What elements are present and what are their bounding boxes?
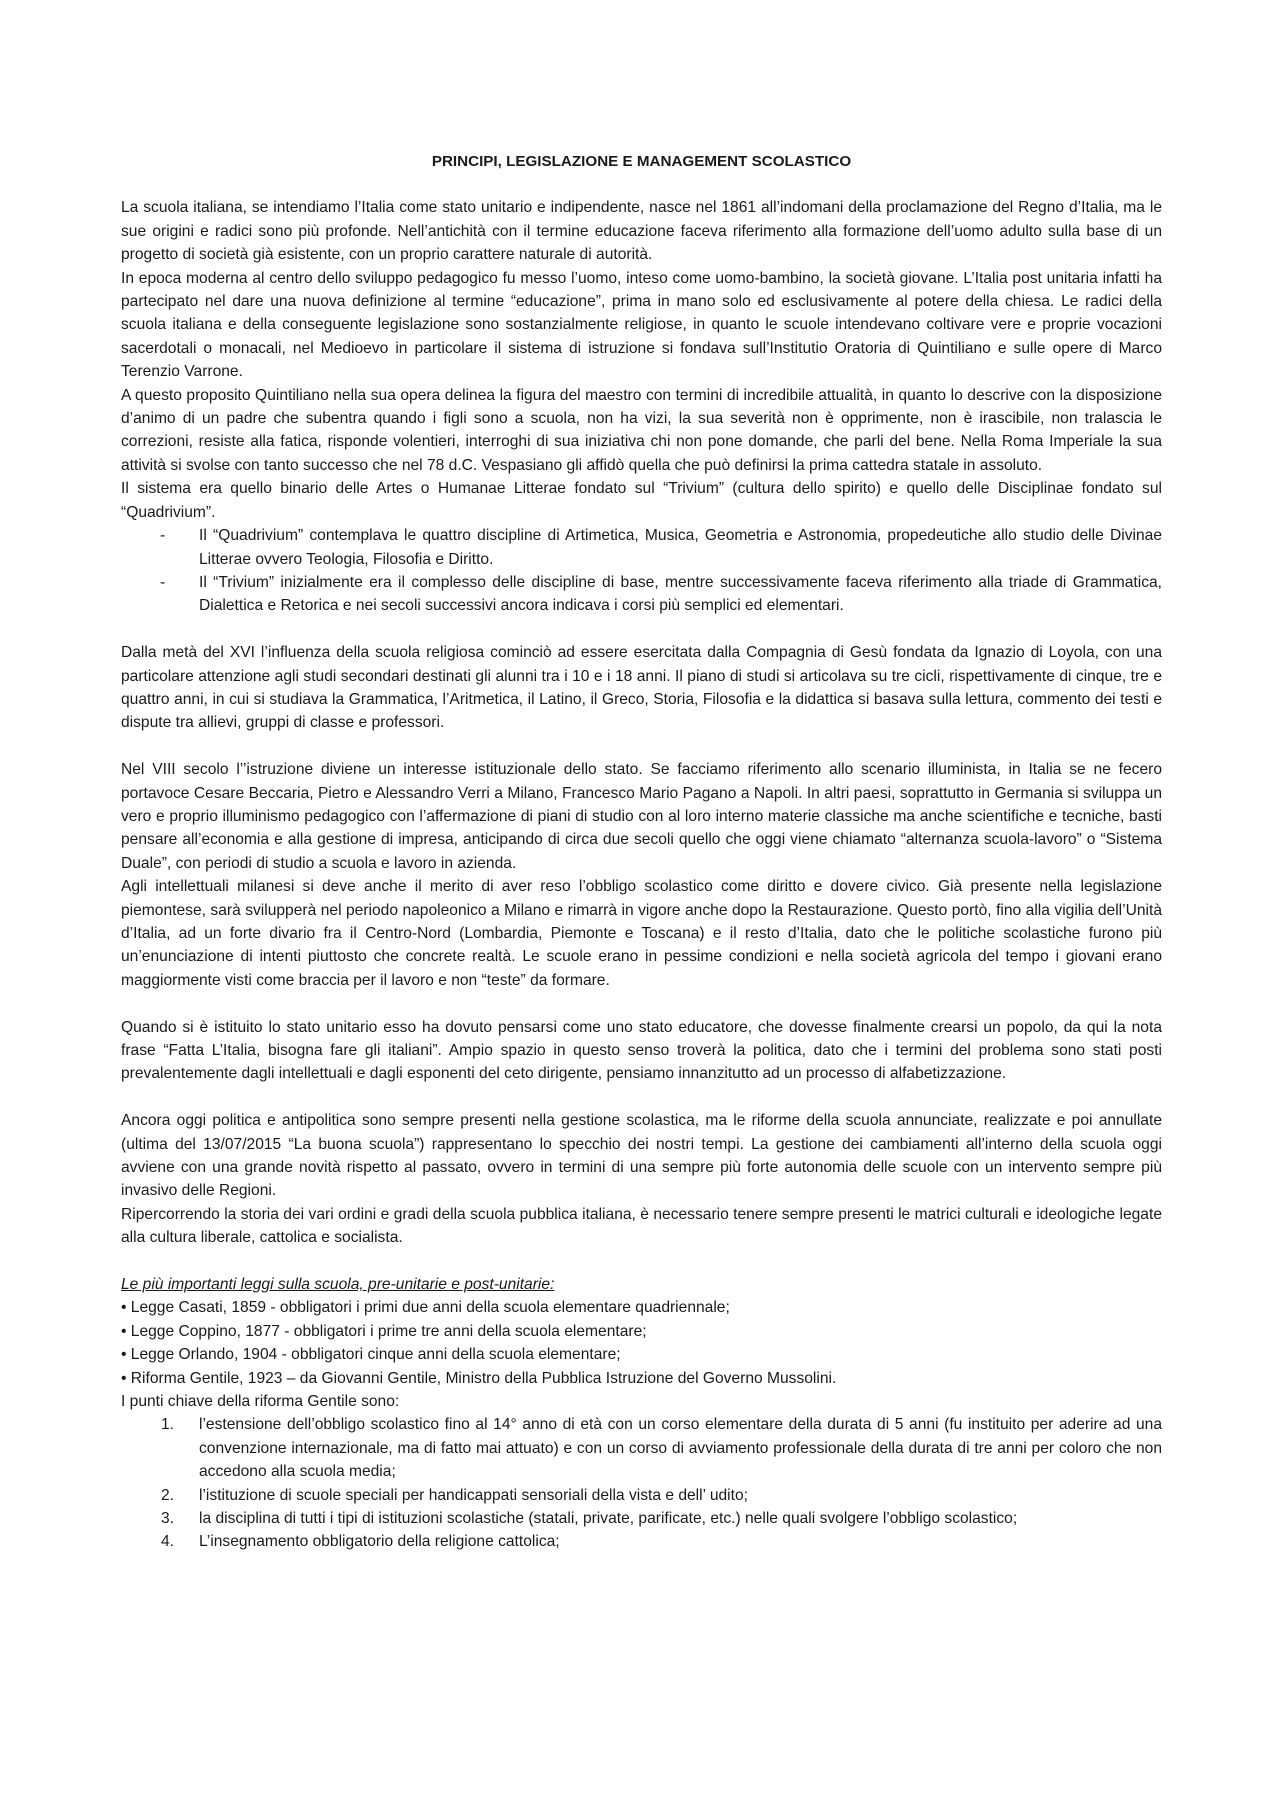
paragraph: Nel VIII secolo l’’istruzione diviene un interesse istituzionale dello stato. Se facciamo riferimento allo scenario illuminista, in Italia se ne fecero portavoce Cesare Beccaria, Pietro e Alessandro Verri a Milano, Francesco Mario Pagano a Napoli. In altri paesi, soprattutto in Germania si sviluppa un vero e proprio illuminismo pedagogico con l’affermazione di piani di studio con al loro interno materie classiche ma anche scientifiche e tecniche, basti pensare all’economia e alla gestione di impresa, anticipando di circa due secoli quello che oggi viene chiamato “alternanza scuola-lavoro” o “Sistema Duale”, con periodi di studio a scuola e lavoro in azienda. (121, 761, 1162, 872)
paragraph: Dalla metà del XVI l’influenza della scuola religiosa cominciò ad essere esercitata dalla Compagnia di Gesù fondata da Ignazio di Loyola, con una particolare attenzione agli studi secondari destinati gli alunni tra i 10 e i 18 anni. Il piano di studi si articolava su tre cicli, rispettivamente di cinque, tre e quattro anni, in cui si studiava la Grammatica, l’Aritmetica, il Latino, il Greco, Storia, Filosofia e la didattica si basava sulla lettura, commento dei testi e dispute tra allievi, gruppi di classe e professori. (121, 644, 1162, 732)
key-point-item (161, 1484, 1162, 1507)
key-point-text: la disciplina di tutti i tipi di istituzioni scolastiche (statali, private, parificate, etc.) nelle quali svolgere l’obbligo scolastico; (199, 1510, 1018, 1528)
key-point-text: L’insegnamento obbligatorio della religione cattolica; (199, 1533, 560, 1551)
paragraph: Ripercorrendo la storia dei vari ordini e gradi della scuola pubblica italiana, è necessario tenere sempre presenti le matrici culturali e ideologiche legate alla cultura liberale, cattolica e socialista. (121, 1205, 1162, 1247)
dash-list (121, 524, 1162, 618)
law-item: • Legge Coppino, 1877 - obbligatori i prime tre anni della scuola elementare; (121, 1322, 647, 1340)
paragraph: In epoca moderna al centro dello sviluppo pedagogico fu messo l’uomo, inteso come uomo-bambino, la società giovane. L’Italia post unitaria infatti ha partecipato nel dare una nuova definizione al termine “educazione”, prima in mano solo ed esclusivamente al potere della chiesa. Le radici della scuola italiana e della conseguente legislazione sono sostanzialmente religiose, in quanto le scuole intendevano coltivare vere e proprie vocazioni sacerdotali o monacali, nel Medioevo in particolare il sistema di istruzione si fondava sull’Institutio Oratoria di Quintiliano e sulle opere di Marco Terenzio Varrone. (121, 269, 1162, 381)
laws-heading: Le più importanti leggi sulla scuola, pre-unitarie e post-unitarie: (121, 1276, 555, 1294)
list-number: 1. (161, 1416, 175, 1434)
dash-list-item: - Il “Trivium” inizialmente era il complesso delle discipline di base, mentre successivamente faceva riferimento alla triade di Grammatica, Dialettica e Retorica e nei secoli successivi ancora indicava i corsi più semplici ed elementari. (199, 571, 1162, 618)
key-point-item (161, 1413, 1162, 1483)
page-title: PRINCIPI, LEGISLAZIONE E MANAGEMENT SCOLASTICO (431, 153, 852, 170)
law-item: • Legge Orlando, 1904 - obbligatori cinque anni della scuola elementare; (121, 1346, 621, 1364)
key-point-item (161, 1507, 1162, 1530)
paragraph: A questo proposito Quintiliano nella sua opera delinea la figura del maestro con termini di incredibile attualità, in quanto lo descrive con la disposizione d’animo di un padre che subentra quando i figli sono a scuola, non ha vizi, la sua severità non è opprimente, non è irascibile, non tralascia le correzioni, resiste alla fatica, risponde volentieri, interroghi di sua iniziativa chi non pone domande, che parli del bene. Nella Roma Imperiale la sua attività si svolse con tanto successo che nel 78 d.C. Vespasiano gli affidò quella che può definirsi la prima cattedra statale in assoluto. (121, 386, 1162, 474)
law-item: • Riforma Gentile, 1923 – da Giovanni Gentile, Ministro della Pubblica Istruzione del Governo Mussolini. (121, 1369, 837, 1387)
key-point-item (161, 1530, 1162, 1553)
paragraph: Agli intellettuali milanesi si deve anche il merito di aver reso l’obbligo scolastico come diritto e dovere civico. Già presente nella legislazione piemontese, sarà svilupperà nel periodo napoleonico a Milano e rimarrà in vigore anche dopo la Restaurazione. Questo portò, fino alla vigilia dell’Unità d’Italia, ad un forte divario fra il Centro-Nord (Lombardia, Piemonte e Toscana) e il resto d’Italia, dato che le politiche scolastiche furono più un’enunciazione di intenti piuttosto che concrete realtà. Le scuole erano in pessime condizioni e nella società agricola del tempo i giovani erano maggiormente visti come braccia per il lavoro e non “teste” da formare. (121, 878, 1162, 989)
list-number: 4. (161, 1533, 175, 1551)
paragraph: La scuola italiana, se intendiamo l’Italia come stato unitario e indipendente, nasce nel 1861 all’indomani della proclamazione del Regno d’Italia, ma le sue origini e radici sono più profonde. Nell’antichità con il termine educazione faceva riferimento alla formazione dell’uomo adulto sulla base di un progetto di società già esistente, con un proprio carattere naturale di autorità. (121, 199, 1162, 264)
key-points-list (121, 1413, 1162, 1553)
key-point-text: l’estensione dell’obbligo scolastico fino al 14° anno di età con un corso elementare della durata di 5 anni (fu instituito per aderire ad una convenzione internazionale, ma di fatto mai attuato) e con un corso di avviamento professionale della durata di tre anni per coloro che non accedono alla scuola media; (199, 1416, 1162, 1481)
list-number: 2. (161, 1486, 175, 1504)
law-item: • Legge Casati, 1859 - obbligatori i primi due anni della scuola elementare quadriennale; (121, 1299, 730, 1317)
paragraph: Il sistema era quello binario delle Artes o Humanae Litterae fondato sul “Trivium” (cultura dello spirito) e quello delle Disciplinae fondato sul “Quadrivium”. (121, 480, 1162, 521)
key-point-text: l’istituzione di scuole speciali per handicappati sensoriali della vista e dell’ udito; (199, 1486, 748, 1504)
paragraph: Ancora oggi politica e antipolitica sono sempre presenti nella gestione scolastica, ma le riforme della scuola annunciate, realizzate e poi annullate (ultima del 13/07/2015 “La buona scuola”) rappresentano lo specchio dei nostri tempi. La gestione dei cambiamenti all’interno della scuola oggi avviene con una grande novità rispetto al passato, ovvero in termini di una sempre più forte autonomia delle scuole con un intervento sempre più invasivo delle Regioni. (121, 1112, 1162, 1200)
key-points-intro: I punti chiave della riforma Gentile sono: (121, 1393, 400, 1411)
dash-list-item: - Il “Quadrivium” contemplava le quattro discipline di Artimetica, Musica, Geometria e Astronomia, propedeutiche allo studio delle Divinae Litterae ovvero Teologia, Filosofia e Diritto. (199, 524, 1162, 571)
document-page (121, 150, 1162, 1554)
paragraph: Quando si è istituito lo stato unitario esso ha dovuto pensarsi come uno stato educatore, che dovesse finalmente crearsi un popolo, da qui la nota frase “Fatta L’Italia, bisogna fare gli italiani”. Ampio spazio in questo senso troverà la politica, dato che i termini del problema sono stati posti prevalentemente dagli intellettuali e dagli esponenti del ceto dirigente, pensiamo innanzitutto ad un processo di alfabetizzazione. (121, 1018, 1162, 1083)
list-number: 3. (161, 1510, 175, 1528)
